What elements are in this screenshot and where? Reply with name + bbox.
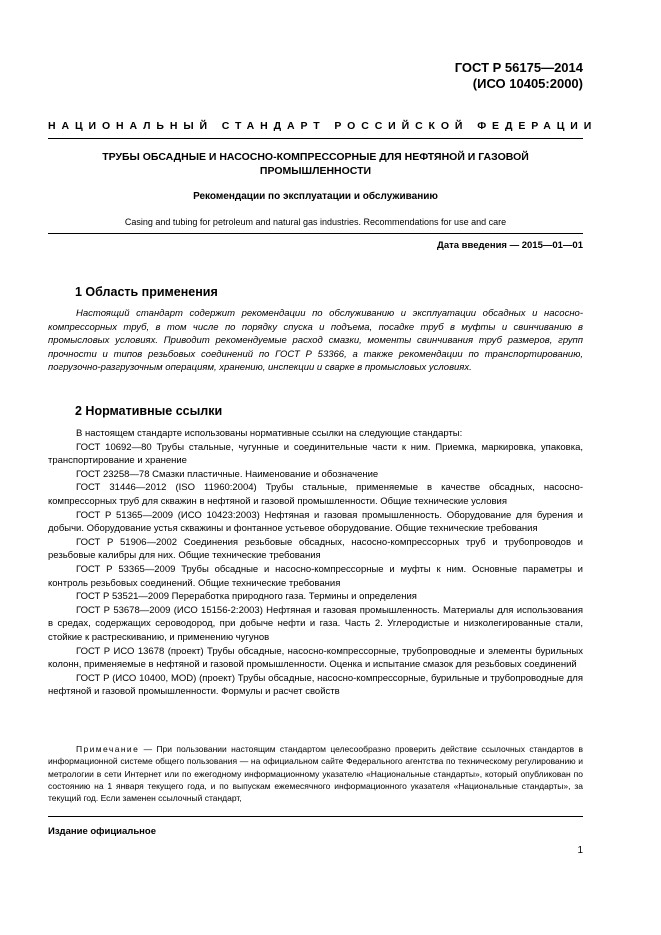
reference-item: ГОСТ Р 53365—2009 Трубы обсадные и насосно-компрессорные и муфты к ним. Основные параметры и контроль резьбовых соединений. Общие технические требования [48, 563, 583, 589]
page-number: 1 [577, 845, 583, 856]
note-label: Примечание [76, 744, 140, 754]
note-text: — При пользовании настоящим стандартом целесообразно проверить действие ссылочных стандартов в информационной системе общего пользования — на официальном сайте Федерального агентства по техническому регулированию и метрологии в сети Интернет или по ежегодному информационному указателю «Национальные стандарты», который опубликован по состоянию на 1 января текущего года, и по выпускам ежемесячного информационного указателя «Национальные стандарты», за текущий год. Если заменен ссылочный стандарт, [48, 744, 583, 804]
section-1-text: Настоящий стандарт содержит рекомендации по обслуживанию и эксплуатации обсадных и насосно-компрессорных труб, в том числе по порядку спуска и подъема, посадке труб в муфты и свинчиванию в промысловых условиях. Приводит рекомендуемые расход смазки, моменты свинчивания труб размеров, групп прочности и типов резьбовых соединений по ГОСТ Р 53366, а также рекомендации по транспортированию, погрузочно-разгрузочным операциям, хранению, инспекции и сварке в промысловых условиях. [48, 308, 583, 374]
iso-number: (ИСО 10405:2000) [472, 76, 583, 91]
title-divider [48, 233, 583, 234]
reference-item: ГОСТ 23258—78 Смазки пластичные. Наименование и обозначение [76, 468, 379, 480]
section-1-heading: 1 Область применения [75, 285, 218, 299]
normative-references [48, 427, 583, 699]
introduction-date: Дата введения — 2015—01—01 [437, 240, 583, 251]
reference-item: ГОСТ Р ИСО 13678 (проект) Трубы обсадные, насосно-компрессорные, трубопроводные и элементы бурильных колонн, применяемые в нефтяной и газовой промышленности. Оценка и испытание смазок для резьбовых соединений [48, 645, 583, 671]
reference-item: ГОСТ Р (ИСО 10400, MOD) (проект) Трубы обсадные, насосно-компрессорные, бурильные и трубопроводные для нефтяной и газовой промышленности. Формулы и расчет свойств [48, 672, 583, 698]
section-2-heading: 2 Нормативные ссылки [75, 404, 223, 418]
english-title: Casing and tubing for petroleum and natural gas industries. Recommendations for use and care [124, 217, 507, 227]
document-code [455, 60, 583, 92]
footer-divider [48, 816, 583, 817]
document-subtitle: Рекомендации по эксплуатации и обслуживанию [193, 191, 438, 202]
reference-item: ГОСТ Р 53521—2009 Переработка природного газа. Термины и определения [76, 591, 417, 603]
reference-item: ГОСТ Р 51365—2009 (ИСО 10423:2003) Нефтяная и газовая промышленность. Оборудование для бурения и добычи. Оборудование устья скважины и фонтанное устьевое оборудование. Общие технические требования [48, 509, 583, 535]
reference-item: ГОСТ Р 51906—2002 Соединения резьбовые обсадных, насосно-компрессорных труб и трубопроводов и резьбовые калибры для них. Общие технические требования [48, 536, 583, 562]
references-note [48, 743, 583, 804]
reference-item: ГОСТ 10692—80 Трубы стальные, чугунные и соединительные части к ним. Приемка, маркировка, упаковка, транспортирование и хранение [48, 441, 583, 467]
header-divider [48, 138, 583, 139]
reference-item: ГОСТ Р 53678—2009 (ИСО 15156-2:2003) Нефтяная и газовая промышленность. Материалы для использования в средах, содержащих сероводород, при добыче нефти и газа. Часть 2. Углеродистые и низколегированные стали, стойкие к растрескиванию, и применению чугунов [48, 604, 583, 643]
document-title: ТРУБЫ ОБСАДНЫЕ И НАСОСНО-КОМПРЕССОРНЫЕ ДЛЯ НЕФТЯНОЙ И ГАЗОВОЙ ПРОМЫШЛЕННОСТИ [102, 151, 529, 177]
references-intro: В настоящем стандарте использованы нормативные ссылки на следующие стандарты: [76, 428, 463, 439]
reference-item: ГОСТ 31446—2012 (ISO 11960:2004) Трубы стальные, применяемые в качестве обсадных, насосно-компрессорных труб для скважин в нефтяной и газовой промышленности. Общие технические условия [48, 482, 583, 507]
gost-number: ГОСТ Р 56175—2014 [454, 60, 583, 75]
national-standard-banner: НАЦИОНАЛЬНЫЙ СТАНДАРТ РОССИЙСКОЙ ФЕДЕРАЦИИ [48, 120, 598, 132]
official-edition-label: Издание официальное [48, 826, 156, 837]
